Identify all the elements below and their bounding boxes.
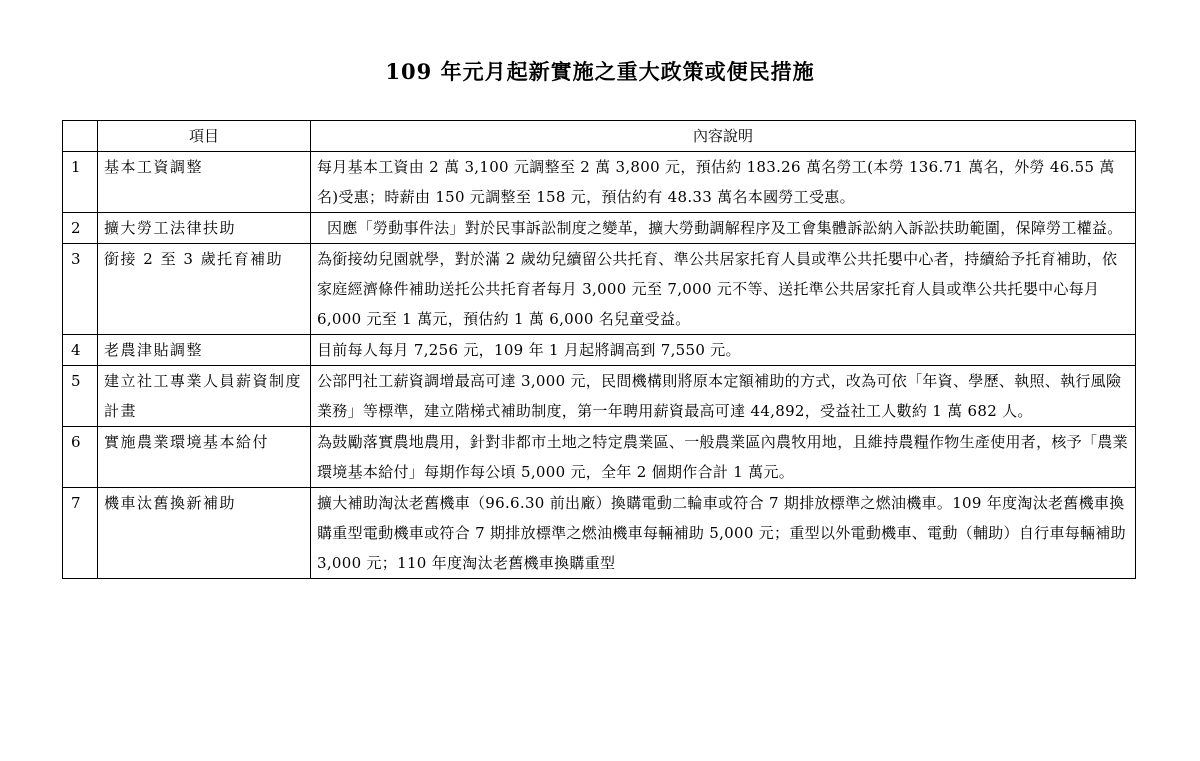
row-item: 建立社工專業人員薪資制度計畫 bbox=[98, 366, 311, 427]
table-row bbox=[63, 213, 1136, 244]
row-content: 因應「勞動事件法」對於民事訴訟制度之變革，擴大勞動調解程序及工會集體訴訟納入訴訟扶助範圍，保障勞工權益。 bbox=[311, 213, 1136, 244]
row-item: 基本工資調整 bbox=[98, 152, 311, 213]
row-number: 4 bbox=[63, 335, 98, 366]
row-content bbox=[311, 488, 1136, 579]
row-item: 銜接 2 至 3 歲托育補助 bbox=[98, 244, 311, 335]
document-title: 109 年元月起新實施之重大政策或便民措施 bbox=[385, 59, 815, 84]
row-content-text: 擴大補助淘汰老舊機車（96.6.30 前出廠）換購電動二輪車或符合 7 期排放標準之燃油機車。109 年度淘汰老舊機車換購重型電動機車或符合 7 期排放標準之燃油機車每輛補助 5,000 元；重型以外電動機車、電動（輔助）自行車每輛補助 3,000 元；110 年度淘汰老舊機車換購重型 bbox=[317, 494, 1126, 572]
row-number: 3 bbox=[63, 244, 98, 335]
policy-table bbox=[62, 120, 1136, 579]
row-content: 公部門社工薪資調增最高可達 3,000 元，民間機構則將原本定額補助的方式，改為可依「年資、學歷、執照、執行風險業務」等標準，建立階梯式補助制度，第一年聘用薪資最高可達 44,892，受益社工人數約 1 萬 682 人。 bbox=[311, 366, 1136, 427]
row-number: 1 bbox=[63, 152, 98, 213]
table-row bbox=[63, 244, 1136, 335]
row-content: 為鼓勵落實農地農用，針對非都市土地之特定農業區、一般農業區內農牧用地，且維持農糧作物生產使用者，核予「農業環境基本給付」每期作每公頃 5,000 元，全年 2 個期作合計 1 萬元。 bbox=[311, 427, 1136, 488]
row-content: 為銜接幼兒園就學，對於滿 2 歲幼兒續留公共托育、準公共居家托育人員或準公共托嬰中心者，持續給予托育補助，依家庭經濟條件補助送托公共托育者每月 3,000 元至 7,000 元不等、送托準公共居家托育人員或準公共托嬰中心每月 6,000 元至 1 萬元，預估約 1 萬 6,000 名兒童受益。 bbox=[311, 244, 1136, 335]
row-item: 老農津貼調整 bbox=[98, 335, 311, 366]
row-number: 7 bbox=[63, 488, 98, 579]
row-content: 目前每人每月 7,256 元，109 年 1 月起將調高到 7,550 元。 bbox=[311, 335, 1136, 366]
row-number: 6 bbox=[63, 427, 98, 488]
row-number: 2 bbox=[63, 213, 98, 244]
row-content: 每月基本工資由 2 萬 3,100 元調整至 2 萬 3,800 元，預估約 183.26 萬名勞工(本勞 136.71 萬名，外勞 46.55 萬名)受惠；時薪由 150 元調整至 158 元，預估約有 48.33 萬名本國勞工受惠。 bbox=[311, 152, 1136, 213]
row-item: 機車汰舊換新補助 bbox=[98, 488, 311, 579]
table-row bbox=[63, 152, 1136, 213]
table-row bbox=[63, 488, 1136, 579]
header-content: 內容說明 bbox=[311, 121, 1136, 152]
header-number bbox=[63, 121, 98, 152]
header-item: 項目 bbox=[98, 121, 311, 152]
row-item: 實施農業環境基本給付 bbox=[98, 427, 311, 488]
table-row bbox=[63, 427, 1136, 488]
row-number: 5 bbox=[63, 366, 98, 427]
table-row bbox=[63, 366, 1136, 427]
table-header-row bbox=[63, 121, 1136, 152]
row-item: 擴大勞工法律扶助 bbox=[98, 213, 311, 244]
table-row bbox=[63, 335, 1136, 366]
